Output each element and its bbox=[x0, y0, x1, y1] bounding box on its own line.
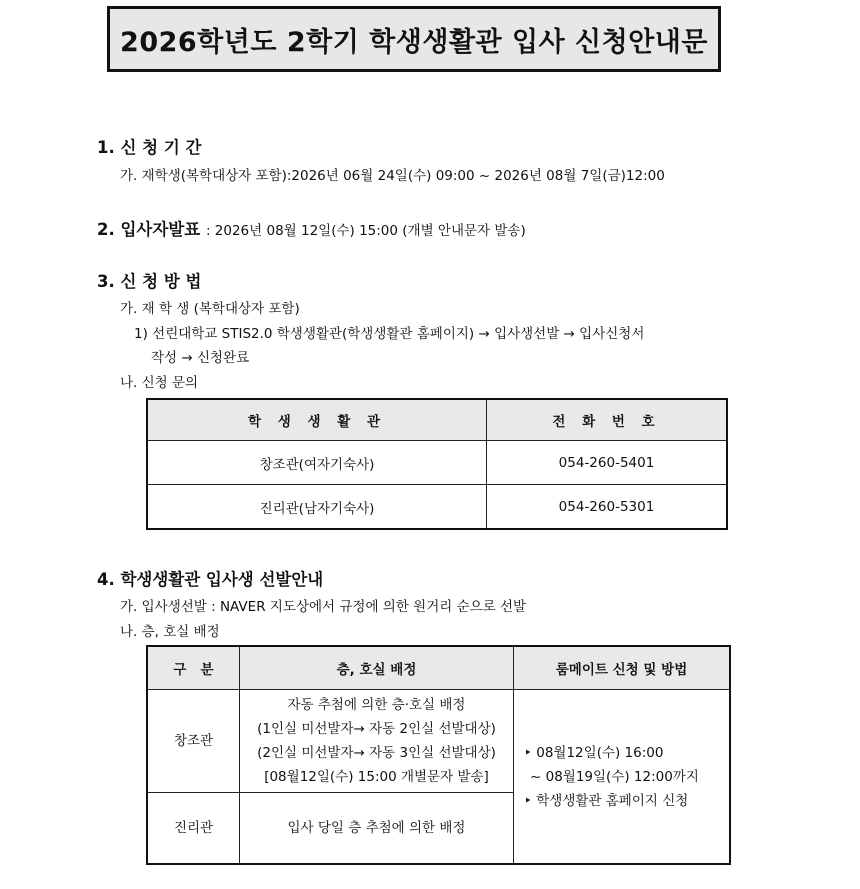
dorm-label: 진리관 bbox=[147, 793, 240, 865]
page-title: 2026학년도 2학기 학생생활관 입사 신청안내문 bbox=[107, 6, 721, 72]
roommate-line: ‣ 08월12일(수) 16:00 bbox=[524, 744, 664, 761]
contact-header-dorm: 학 생 생 활 관 bbox=[147, 399, 487, 441]
assignment-line: 자동 추첨에 의한 층·호실 배정 bbox=[287, 697, 466, 713]
phone-number: 054-260-5301 bbox=[487, 485, 728, 530]
header-roommate: 룸메이트 신청 및 방법 bbox=[514, 646, 731, 690]
dorm-name: 창조관(여자기숙사) bbox=[147, 441, 487, 485]
table-row bbox=[147, 441, 727, 485]
assignment-line: [08월12일(수) 15:00 개별문자 발송] bbox=[264, 769, 489, 785]
section3-line2: 1) 선린대학교 STIS2.0 학생생활관(학생생활관 홈페이지) → 입사생선발 → 입사신청서 bbox=[134, 326, 645, 342]
section4-heading: 4. 학생생활관 입사생 선발안내 bbox=[97, 570, 324, 589]
contact-table bbox=[146, 398, 728, 530]
room-assignment-detail bbox=[240, 690, 514, 793]
table-row bbox=[147, 690, 730, 793]
header-category: 구 분 bbox=[147, 646, 240, 690]
phone-number: 054-260-5401 bbox=[487, 441, 728, 485]
table-row bbox=[147, 485, 727, 530]
dorm-label: 창조관 bbox=[147, 690, 240, 793]
section3-line3: 작성 → 신청완료 bbox=[151, 350, 250, 366]
section4-line1: 가. 입사생선발 : NAVER 지도상에서 규정에 의한 원거리 순으로 선발 bbox=[120, 599, 527, 615]
roommate-line: ‣ 학생생활관 홈페이지 신청 bbox=[524, 792, 689, 809]
contact-header-phone: 전 화 번 호 bbox=[487, 399, 728, 441]
section2-heading bbox=[97, 216, 526, 240]
section2-detail: : 2026년 08월 12일(수) 15:00 (개별 안내문자 발송) bbox=[205, 223, 526, 239]
section3-heading: 3. 신 청 방 법 bbox=[97, 272, 202, 291]
section1-period: 가. 재학생(복학대상자 포함):2026년 06월 24일(수) 09:00 ~ 2026년 08월 7일(금)12:00 bbox=[120, 168, 665, 184]
roommate-line: ~ 08월19일(수) 12:00까지 bbox=[530, 768, 699, 785]
roommate-detail bbox=[514, 690, 731, 865]
section3-line4: 나. 신청 문의 bbox=[120, 375, 199, 391]
assignment-line: (1인실 미선발자→ 자동 2인실 선발대상) bbox=[257, 721, 496, 737]
section3-line1: 가. 재 학 생 (복학대상자 포함) bbox=[120, 301, 300, 317]
section4-line2: 나. 층, 호실 배정 bbox=[120, 624, 220, 640]
section2-title: 2. 입사자발표 bbox=[97, 220, 201, 239]
header-room-assignment: 층, 호실 배정 bbox=[240, 646, 514, 690]
room-assignment-table bbox=[146, 645, 731, 865]
section1-heading: 1. 신 청 기 간 bbox=[97, 138, 202, 157]
dorm-name: 진리관(남자기숙사) bbox=[147, 485, 487, 530]
assignment-line: (2인실 미선발자→ 자동 3인실 선발대상) bbox=[257, 745, 496, 761]
room-assignment-detail: 입사 당일 층 추첨에 의한 배정 bbox=[240, 793, 514, 865]
